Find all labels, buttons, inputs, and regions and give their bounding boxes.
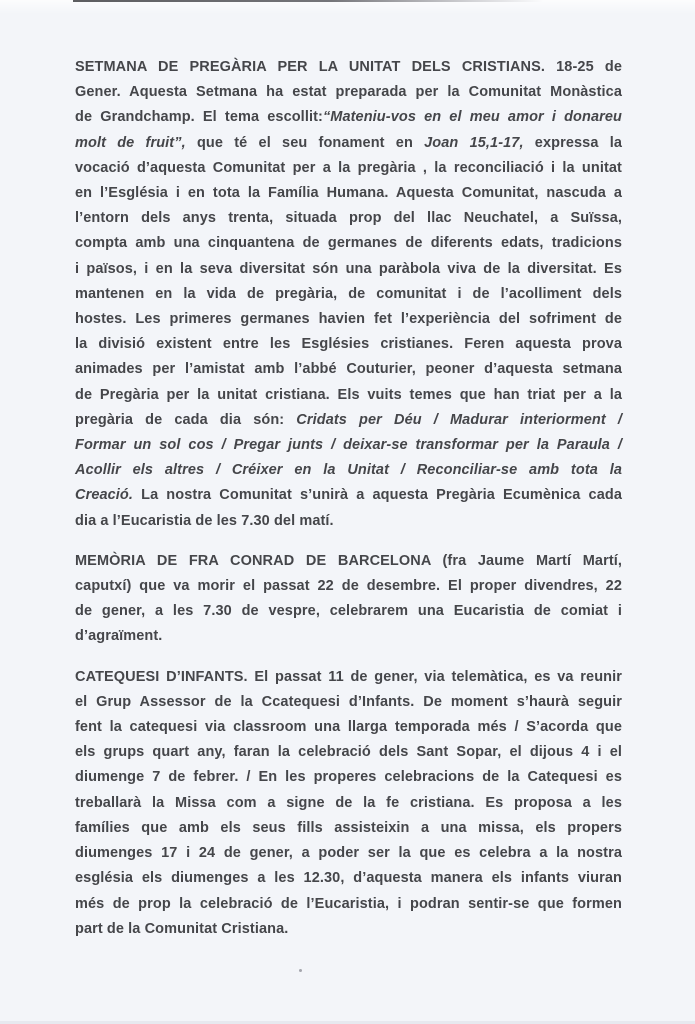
- text-segment: d’agraïment.: [75, 628, 163, 645]
- text-segment: Gener. Aquesta Setmana ha estat preparada per la Comunitat Monàstica: [75, 84, 622, 101]
- text-segment: La nostra Comunitat s’unirà a aquesta Pregària Ecumènica cada: [141, 487, 622, 504]
- text-line: [75, 458, 622, 483]
- italic-text-segment: molt de fruit”,: [75, 134, 197, 151]
- text-line: [75, 80, 622, 105]
- text-segment: de gener, a les 7.30 de vespre, celebrarem una Eucaristia de comiat i: [75, 603, 622, 620]
- text-line: [75, 408, 622, 433]
- text-segment: vocació d’aquesta Comunitat per a la pregària , la reconciliació i la unitat: [75, 159, 622, 176]
- paragraph-catequesi-infants: [75, 665, 622, 942]
- text-line: [75, 841, 622, 866]
- text-segment: SETMANA DE PREGÀRIA PER LA UNITAT DELS CRISTIANS. 18-25 de: [75, 59, 622, 75]
- text-segment: l’entorn dels anys trenta, situada prop del llac Neuchatel, a Suïssa,: [75, 210, 622, 227]
- text-line: [75, 357, 622, 382]
- text-line: [75, 549, 622, 574]
- text-segment: compta amb una cinquantena de germanes de diferents edats, tradicions: [75, 235, 622, 252]
- paragraph-memoria-fra-conrad: [75, 549, 622, 650]
- scan-speck: [299, 969, 302, 972]
- text-line: [75, 866, 622, 891]
- text-line: [75, 131, 622, 156]
- scan-top-lighting: [0, 0, 695, 14]
- text-segment: animades per l’amistat amb l’abbé Couturier, peoner d’aquesta setmana: [75, 361, 622, 378]
- text-line: [75, 599, 622, 624]
- text-line: [75, 892, 622, 917]
- text-segment: més de prop la celebració de l’Eucaristia, i podran sentir-se que formen: [75, 895, 622, 912]
- text-segment: de Pregària per la unitat cristiana. Els vuits temes que han triat per a la: [75, 386, 622, 403]
- text-line: [75, 257, 622, 282]
- text-segment: hostes. Les primeres germanes havien fet l’experiència del sofriment de: [75, 311, 622, 328]
- text-segment: que té el seu fonament en: [196, 134, 425, 151]
- text-segment: part de la Comunitat Cristiana.: [75, 920, 289, 937]
- text-line: [75, 307, 622, 332]
- text-segment: fent la catequesi via classroom una llarga temporada més / S’acorda que: [75, 719, 622, 736]
- italic-text-segment: “Mateniu-vos en el meu amor i donareu: [322, 109, 622, 126]
- text-segment: en l’Església i en tota la Família Humana. Aquesta Comunitat, nascuda a: [75, 185, 622, 202]
- italic-text-segment: Acollir els altres / Créixer en la Unitat / Reconciliar-se amb tota la: [75, 462, 622, 479]
- text-line: [75, 624, 622, 649]
- italic-text-segment: Joan 15,1-17,: [424, 134, 535, 151]
- text-segment: caputxí) que va morir el passat 22 de desembre. El proper divendres, 22: [75, 578, 622, 595]
- text-segment: el Grup Assessor de la Ccatequesi d’Infants. De moment s’haurà seguir: [75, 693, 622, 710]
- text-segment: diumenge 7 de febrer. / En les properes celebracions de la Catequesi es: [75, 769, 622, 786]
- text-segment: mantenen en la vida de pregària, de comunitat i de l’acolliment dels: [75, 285, 622, 302]
- text-segment: diumenges 17 i 24 de gener, a poder ser la que es celebra a la nostra: [75, 845, 622, 862]
- italic-text-segment: Creació.: [75, 487, 142, 504]
- text-line: [75, 105, 622, 130]
- text-segment: la divisió existent entre les Esglésies cristianes. Feren aquesta prova: [75, 336, 622, 353]
- text-line: [75, 574, 622, 599]
- italic-text-segment: Cridats per Déu / Madurar interiorment /: [296, 411, 622, 428]
- text-segment: pregària de cada dia són:: [75, 411, 297, 428]
- text-line: [75, 383, 622, 408]
- text-segment: i països, i en la seva diversitat són una paràbola viva de la diversitat. Es: [75, 260, 622, 277]
- text-line: [75, 282, 622, 307]
- text-segment: els grups quart any, faran la celebració dels Sant Sopar, el dijous 4 i el: [75, 744, 622, 761]
- italic-text-segment: Formar un sol cos / Pregar junts / deixar-se transformar per la Paraula /: [75, 437, 622, 454]
- text-line: [75, 509, 622, 534]
- text-line: [75, 231, 622, 256]
- text-segment: de Grandchamp. El tema escollit:: [75, 109, 323, 126]
- text-line: [75, 765, 622, 790]
- text-segment: expressa la: [534, 134, 622, 151]
- text-segment: treballarà la Missa com a signe de la fe cristiana. Es proposa a les: [75, 794, 622, 811]
- text-line: [75, 791, 622, 816]
- scan-edge-artifact: [73, 0, 543, 2]
- text-line: [75, 55, 622, 80]
- text-line: [75, 206, 622, 231]
- text-segment: MEMÒRIA DE FRA CONRAD DE BARCELONA (fra Jaume Martí Martí,: [75, 552, 622, 569]
- text-line: [75, 156, 622, 181]
- text-line: [75, 665, 622, 690]
- text-segment: dia a l’Eucaristia de les 7.30 del matí.: [75, 512, 334, 529]
- text-line: [75, 181, 622, 206]
- text-line: [75, 715, 622, 740]
- text-line: [75, 433, 622, 458]
- text-line: [75, 332, 622, 357]
- text-line: [75, 483, 622, 508]
- text-line: [75, 690, 622, 715]
- text-segment: famílies que amb els seus fills assisteixin a una missa, els propers: [75, 819, 622, 836]
- document-body: [75, 55, 622, 942]
- text-segment: església els diumenges a les 12.30, d’aquesta manera els infants viuran: [75, 870, 622, 887]
- text-line: [75, 816, 622, 841]
- text-segment: CATEQUESI D’INFANTS. El passat 11 de gener, via telemàtica, es va reunir: [75, 668, 622, 685]
- paragraph-setmana-pregaria: [75, 55, 622, 534]
- text-line: [75, 740, 622, 765]
- text-line: [75, 917, 622, 942]
